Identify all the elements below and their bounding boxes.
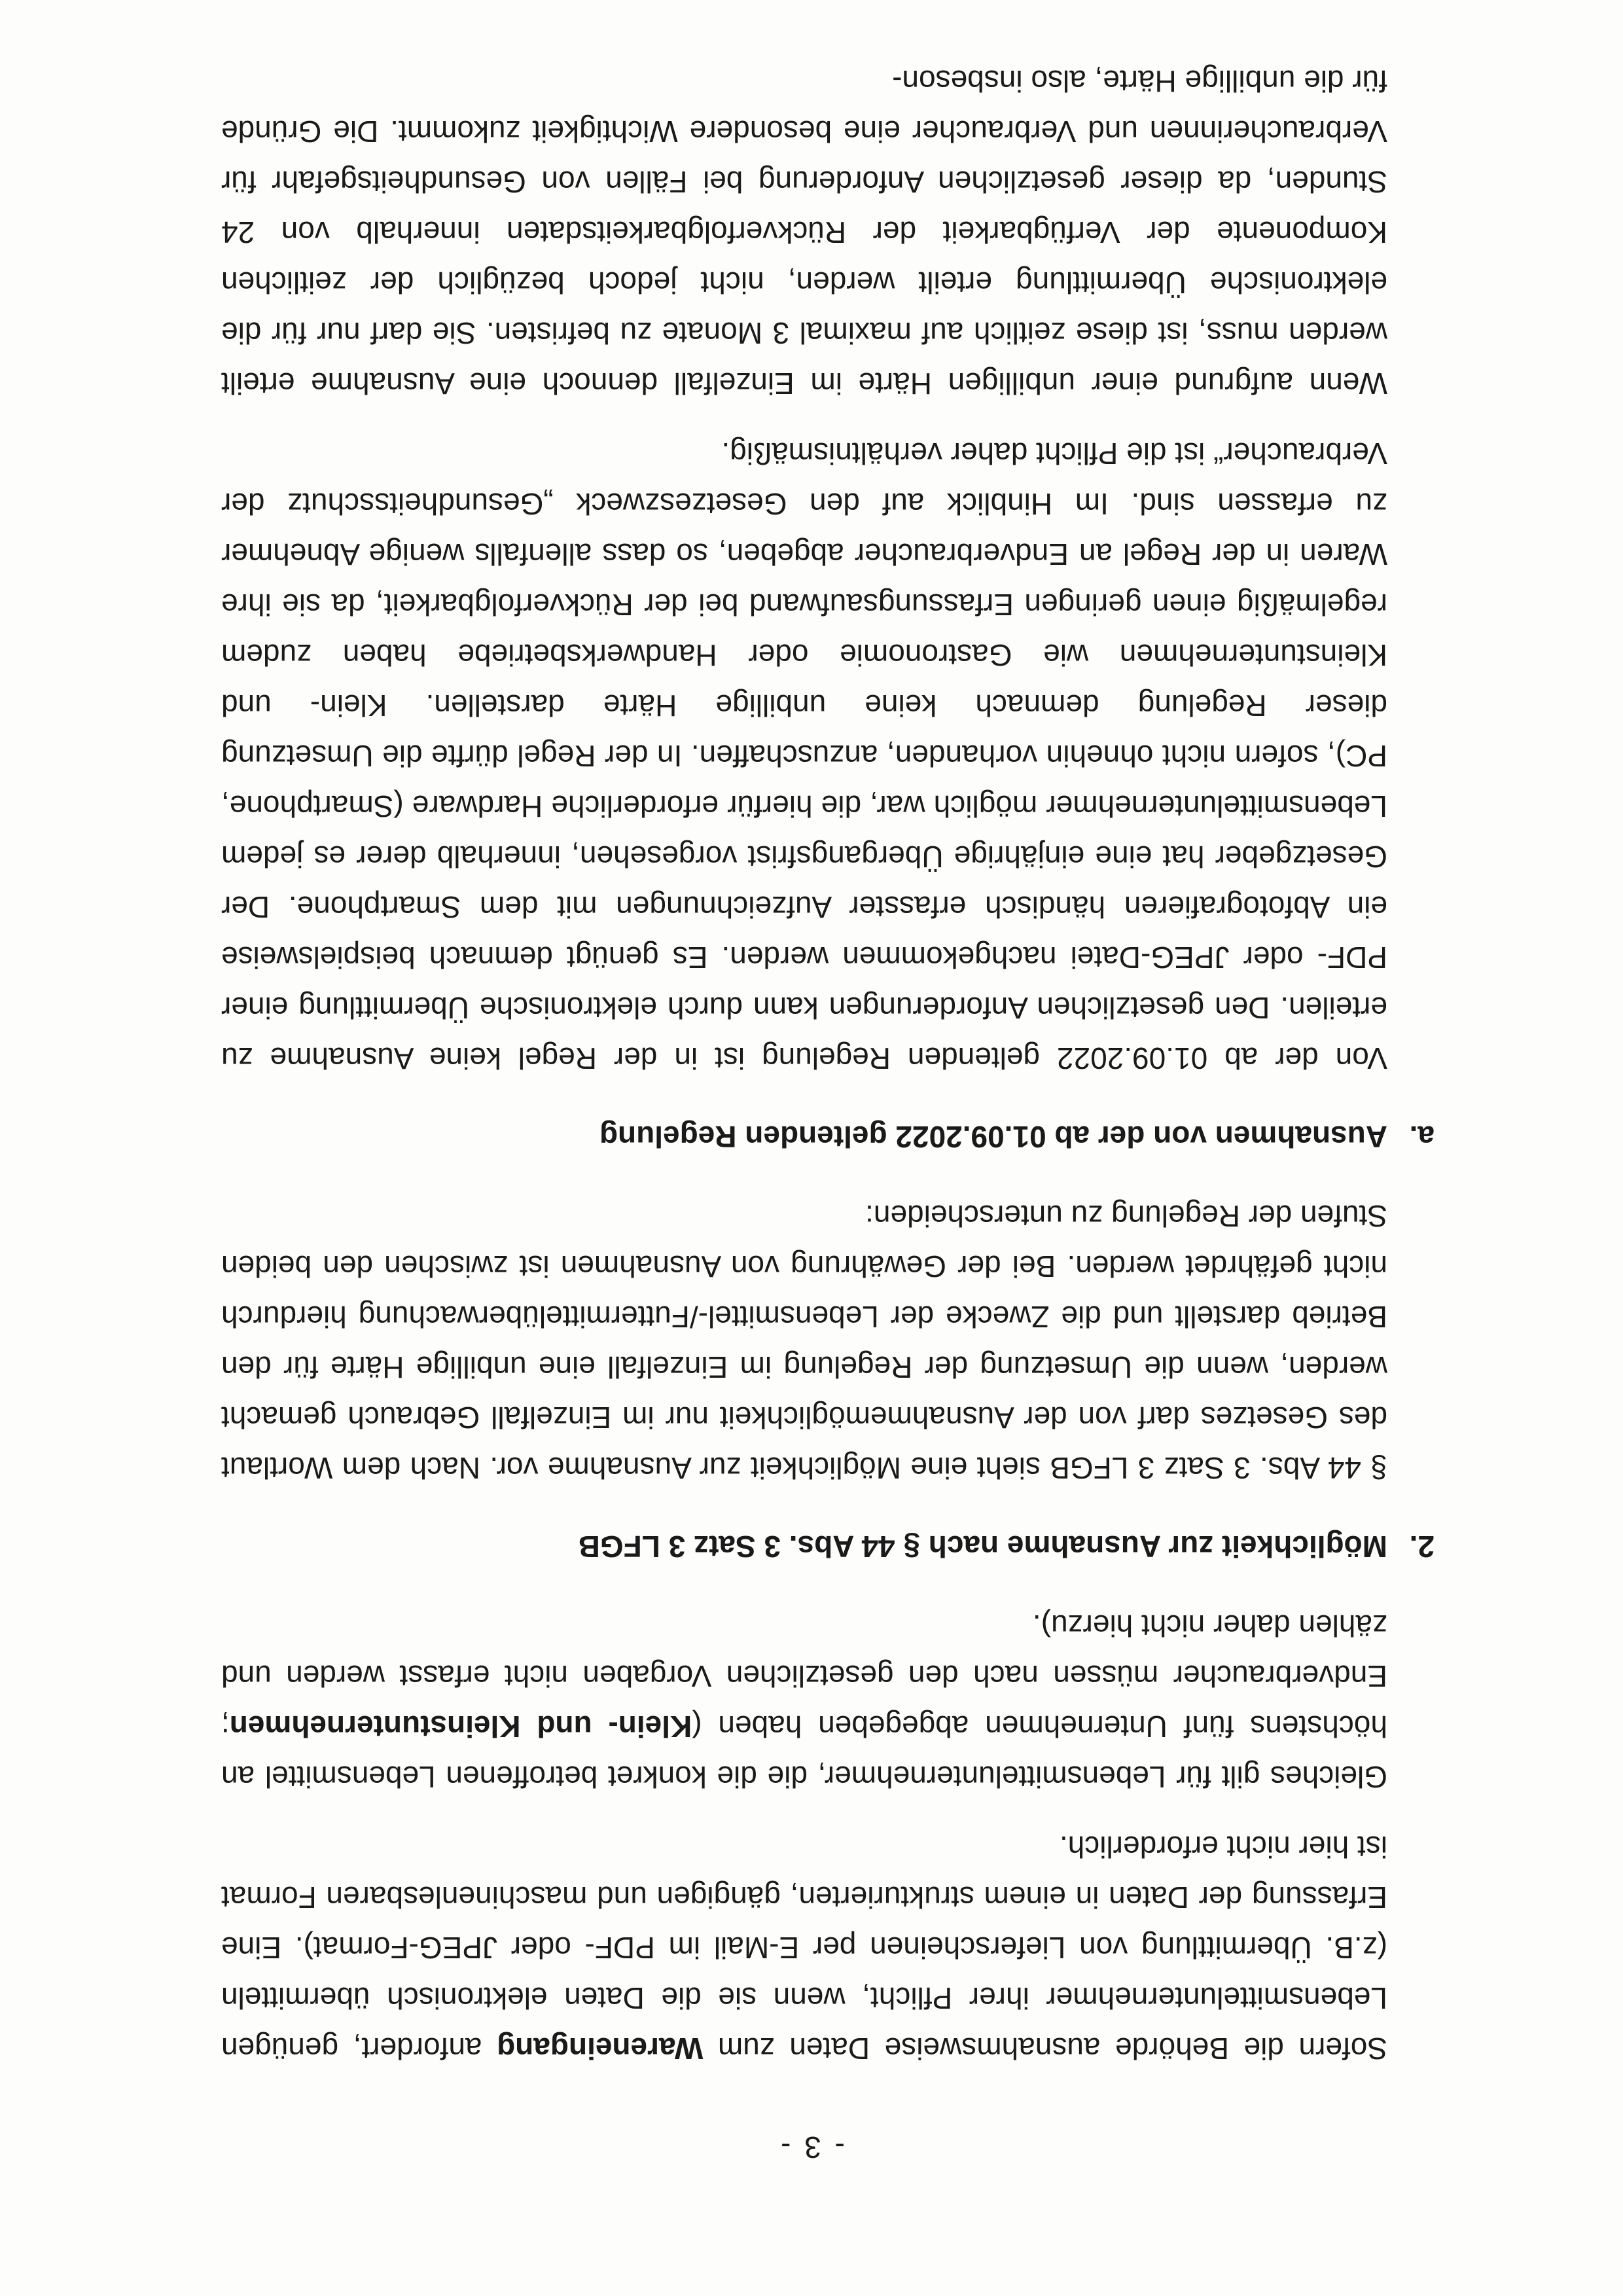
section-heading-2: [221, 1527, 1435, 1566]
page-number: - 3 -: [778, 2130, 845, 2164]
section-title: Ausnahmen von der ab 01.09.2022 geltenden Regelung: [599, 1120, 1387, 1154]
section-title: Möglichkeit zur Ausnahme nach § 44 Abs. 3 Satz 3 LFGB: [578, 1530, 1387, 1564]
paragraph-wareneingang: [221, 1821, 1387, 2073]
section-number: a.: [1409, 1120, 1435, 1154]
section-number: 2.: [1409, 1530, 1435, 1564]
paragraph-text: Gleiches gilt für Lebensmittelunternehmer, die die konkret betroffenen Lebensmittel an höchstens fünf Unternehmen abgegeben haben (: [221, 1710, 1387, 1794]
bold-term-wareneingang: Wareneingang: [497, 2032, 704, 2066]
paragraph-text: ; Endverbraucher müssen nach den gesetzlichen Vorgaben nicht erfasst werden und zählen daher nicht hierzu).: [221, 1609, 1387, 1744]
paragraph-text: anfordert, genügen Lebensmittelunternehmer ihrer Pflicht, wenn sie die Daten elektronisch übermitteln (z.B. Übermittlung von Lieferscheinen per E-Mail im PDF- oder JPEG-Format). Eine Erfassung der Daten in einem strukturierten, gängigen und maschinenlesbaren Format ist hier nicht erforderlich.: [221, 1830, 1387, 2066]
paragraph-text: Sofern die Behörde ausnahmsweise Daten zum: [703, 2032, 1387, 2066]
paragraph-ausnahme-regelung: § 44 Abs. 3 Satz 3 LFGB sieht eine Möglichkeit zur Ausnahme vor. Nach dem Wortlaut des Gesetzes darf von der Ausnahmemöglichkeit nur im Einzelfall Gebrauch gemacht werden, wenn die Umsetzung der Regelung im Einzelfall eine unbillige Härte für den Betrieb darstellt und die Zwecke der Lebensmittel-/Futtermittelüberwachung hierdurch nicht gefährdet werden. Bei der Gewährung von Ausnahmen ist zwischen den beiden Stufen der Regelung zu unterscheiden:: [221, 1199, 1387, 1485]
paragraph-regelung-2022: Von der ab 01.09.2022 geltenden Regelung ist in der Regel keine Ausnahme zu erteilen. Den gesetzlichen Anforderungen kann durch elektronische Übermittlung einer PDF- oder JPEG-Datei nachgekommen werden. Es genügt demnach beispielsweise ein Abfotografieren händisch erfasster Aufzeichnungen mit dem Smartphone. Der Gesetzgeber hat eine einjährige Übergangsfrist vorgesehen, innerhalb derer es jedem Lebensmittelunternehmer möglich war, die hierfür erforderliche Hardware (Smartphone, PC), sofern nicht ohnehin vorhanden, anzuschaffen. In der Regel dürfte die Umsetzung dieser Regelung demnach keine unbillige Härte darstellen. Klein- und Kleinstunternehmen wie Gastronomie oder Handwerksbetriebe haben zudem regelmäßig einen geringen Erfassungsaufwand bei der Rückverfolgbarkeit, da sie ihre Waren in der Regel an Endverbraucher abgeben, so dass allenfalls wenige Abnehmer zu erfassen sind. Im Hinblick auf den Gesetzeszweck „Gesundheitsschutz der Verbraucher“ ist die Pflicht daher verhältnismäßig.: [221, 437, 1387, 1075]
section-heading-a: [221, 1117, 1435, 1157]
bold-term-klein-und-kleinstunternehmen: Klein- und Kleinstunternehmen: [229, 1710, 692, 1744]
document-body: [221, 36, 1435, 2073]
paragraph-unbillige-haerte: Wenn aufgrund einer unbilligen Härte im Einzelfall dennoch eine Ausnahme erteilt werden muss, ist diese zeitlich auf maximal 3 Monate zu befristen. Sie darf nur für die elektronische Übermittlung erteilt werden, nicht jedoch bezüglich der zeitlichen Komponente der Verfügbarkeit der Rückverfolgbarkeitsdaten innerhalb von 24 Stunden, da dieser gesetzlichen Anforderung bei Fällen von Gesundheitsgefahr für Verbraucherinnen und Verbraucher eine besondere Wichtigkeit zukommt. Die Gründe für die unbillige Härte, also insbeson-: [221, 64, 1387, 401]
paragraph-kleinunternehmen: [221, 1600, 1387, 1802]
